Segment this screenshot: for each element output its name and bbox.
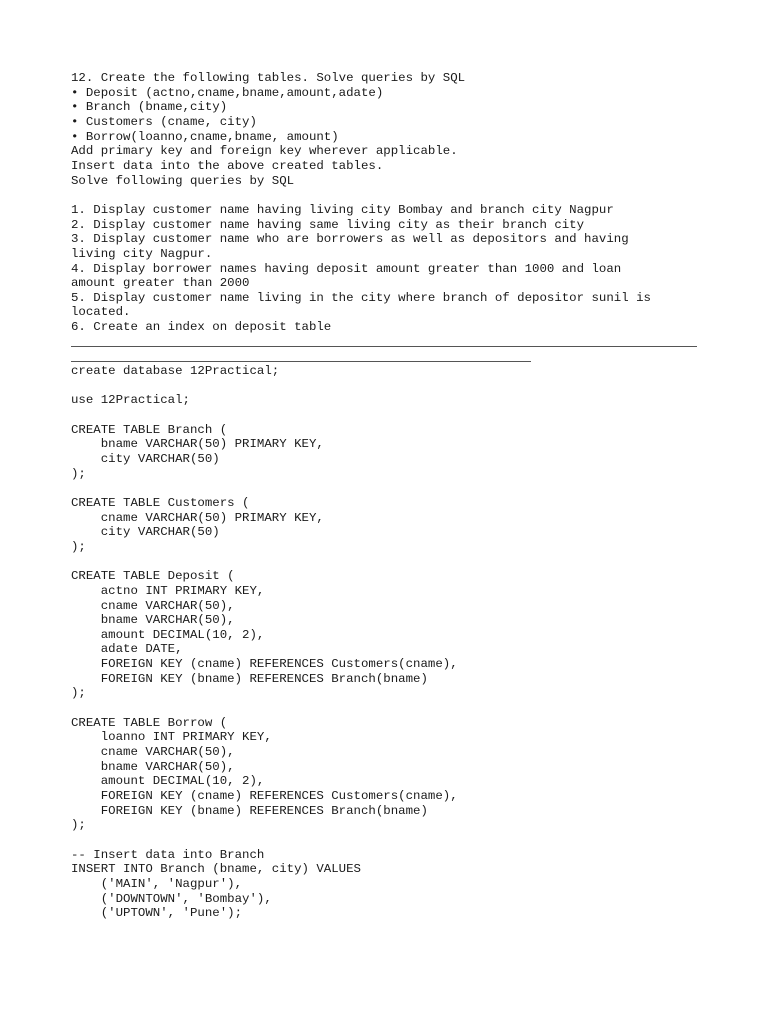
code-line: CREATE TABLE Branch ( xyxy=(71,422,228,437)
code-line: INSERT INTO Branch (bname, city) VALUES xyxy=(71,862,361,877)
blank-line xyxy=(71,555,711,570)
blank-line xyxy=(71,188,711,203)
code-line: adate DATE, xyxy=(71,642,183,657)
code-line: ); xyxy=(71,686,86,701)
code-line: city VARCHAR(50) xyxy=(71,525,220,540)
code-line: CREATE TABLE Borrow ( xyxy=(71,715,228,730)
query-line: 2. Display customer name having same living city as their branch city xyxy=(71,217,585,232)
code-line: ); xyxy=(71,539,86,554)
query-line: located. xyxy=(71,305,131,320)
blank-line xyxy=(71,833,711,848)
table-spec-branch: • Branch (bname,city) xyxy=(71,100,228,115)
code-line: loanno INT PRIMARY KEY, xyxy=(71,730,272,745)
code-line: FOREIGN KEY (bname) REFERENCES Branch(bname) xyxy=(71,803,428,818)
blank-line xyxy=(71,701,711,716)
query-line: 5. Display customer name living in the city where branch of depositor sunil is xyxy=(71,290,651,305)
separator-rule xyxy=(71,349,711,364)
query-line: amount greater than 2000 xyxy=(71,276,250,291)
table-spec-borrow: • Borrow(loanno,cname,bname, amount) xyxy=(71,129,339,144)
code-line: bname VARCHAR(50), xyxy=(71,759,235,774)
blank-line xyxy=(71,379,711,394)
query-line: 6. Create an index on deposit table xyxy=(71,320,332,335)
instruction-line: Solve following queries by SQL xyxy=(71,173,295,188)
question-title: 12. Create the following tables. Solve queries by SQL xyxy=(71,71,466,85)
code-line: amount DECIMAL(10, 2), xyxy=(71,627,265,642)
instruction-line: Add primary key and foreign key wherever applicable. xyxy=(71,144,458,159)
code-line: ); xyxy=(71,818,86,833)
code-line: cname VARCHAR(50), xyxy=(71,745,235,760)
code-comment: -- Insert data into Branch xyxy=(71,847,265,862)
separator-rule xyxy=(71,335,711,350)
code-line: bname VARCHAR(50) PRIMARY KEY, xyxy=(71,437,324,452)
code-line: ); xyxy=(71,466,86,481)
query-line: 3. Display customer name who are borrowers as well as depositors and having xyxy=(71,232,629,247)
code-line: ('MAIN', 'Nagpur'), xyxy=(71,876,243,891)
code-line: ('UPTOWN', 'Pune'); xyxy=(71,906,243,921)
query-line: 1. Display customer name having living city Bombay and branch city Nagpur xyxy=(71,202,614,217)
blank-line xyxy=(71,481,711,496)
code-line: actno INT PRIMARY KEY, xyxy=(71,583,265,598)
code-line: bname VARCHAR(50), xyxy=(71,613,235,628)
query-line: 4. Display borrower names having deposit amount greater than 1000 and loan xyxy=(71,261,622,276)
instruction-line: Insert data into the above created tables. xyxy=(71,158,384,173)
blank-line xyxy=(71,408,711,423)
code-line: FOREIGN KEY (cname) REFERENCES Customers(cname), xyxy=(71,657,458,672)
code-line: CREATE TABLE Customers ( xyxy=(71,495,250,510)
code-line: FOREIGN KEY (cname) REFERENCES Customers(cname), xyxy=(71,789,458,804)
code-line: amount DECIMAL(10, 2), xyxy=(71,774,265,789)
code-line: CREATE TABLE Deposit ( xyxy=(71,569,235,584)
code-line: FOREIGN KEY (bname) REFERENCES Branch(bname) xyxy=(71,671,428,686)
code-line: ('DOWNTOWN', 'Bombay'), xyxy=(71,891,272,906)
code-line: create database 12Practical; xyxy=(71,364,280,379)
document-page xyxy=(71,71,711,921)
table-spec-deposit: • Deposit (actno,cname,bname,amount,adate) xyxy=(71,85,384,100)
table-spec-customers: • Customers (cname, city) xyxy=(71,114,257,129)
code-line: cname VARCHAR(50), xyxy=(71,598,235,613)
code-line: use 12Practical; xyxy=(71,393,190,408)
code-line: city VARCHAR(50) xyxy=(71,451,220,466)
code-line: cname VARCHAR(50) PRIMARY KEY, xyxy=(71,510,324,525)
query-line: living city Nagpur. xyxy=(71,246,213,261)
